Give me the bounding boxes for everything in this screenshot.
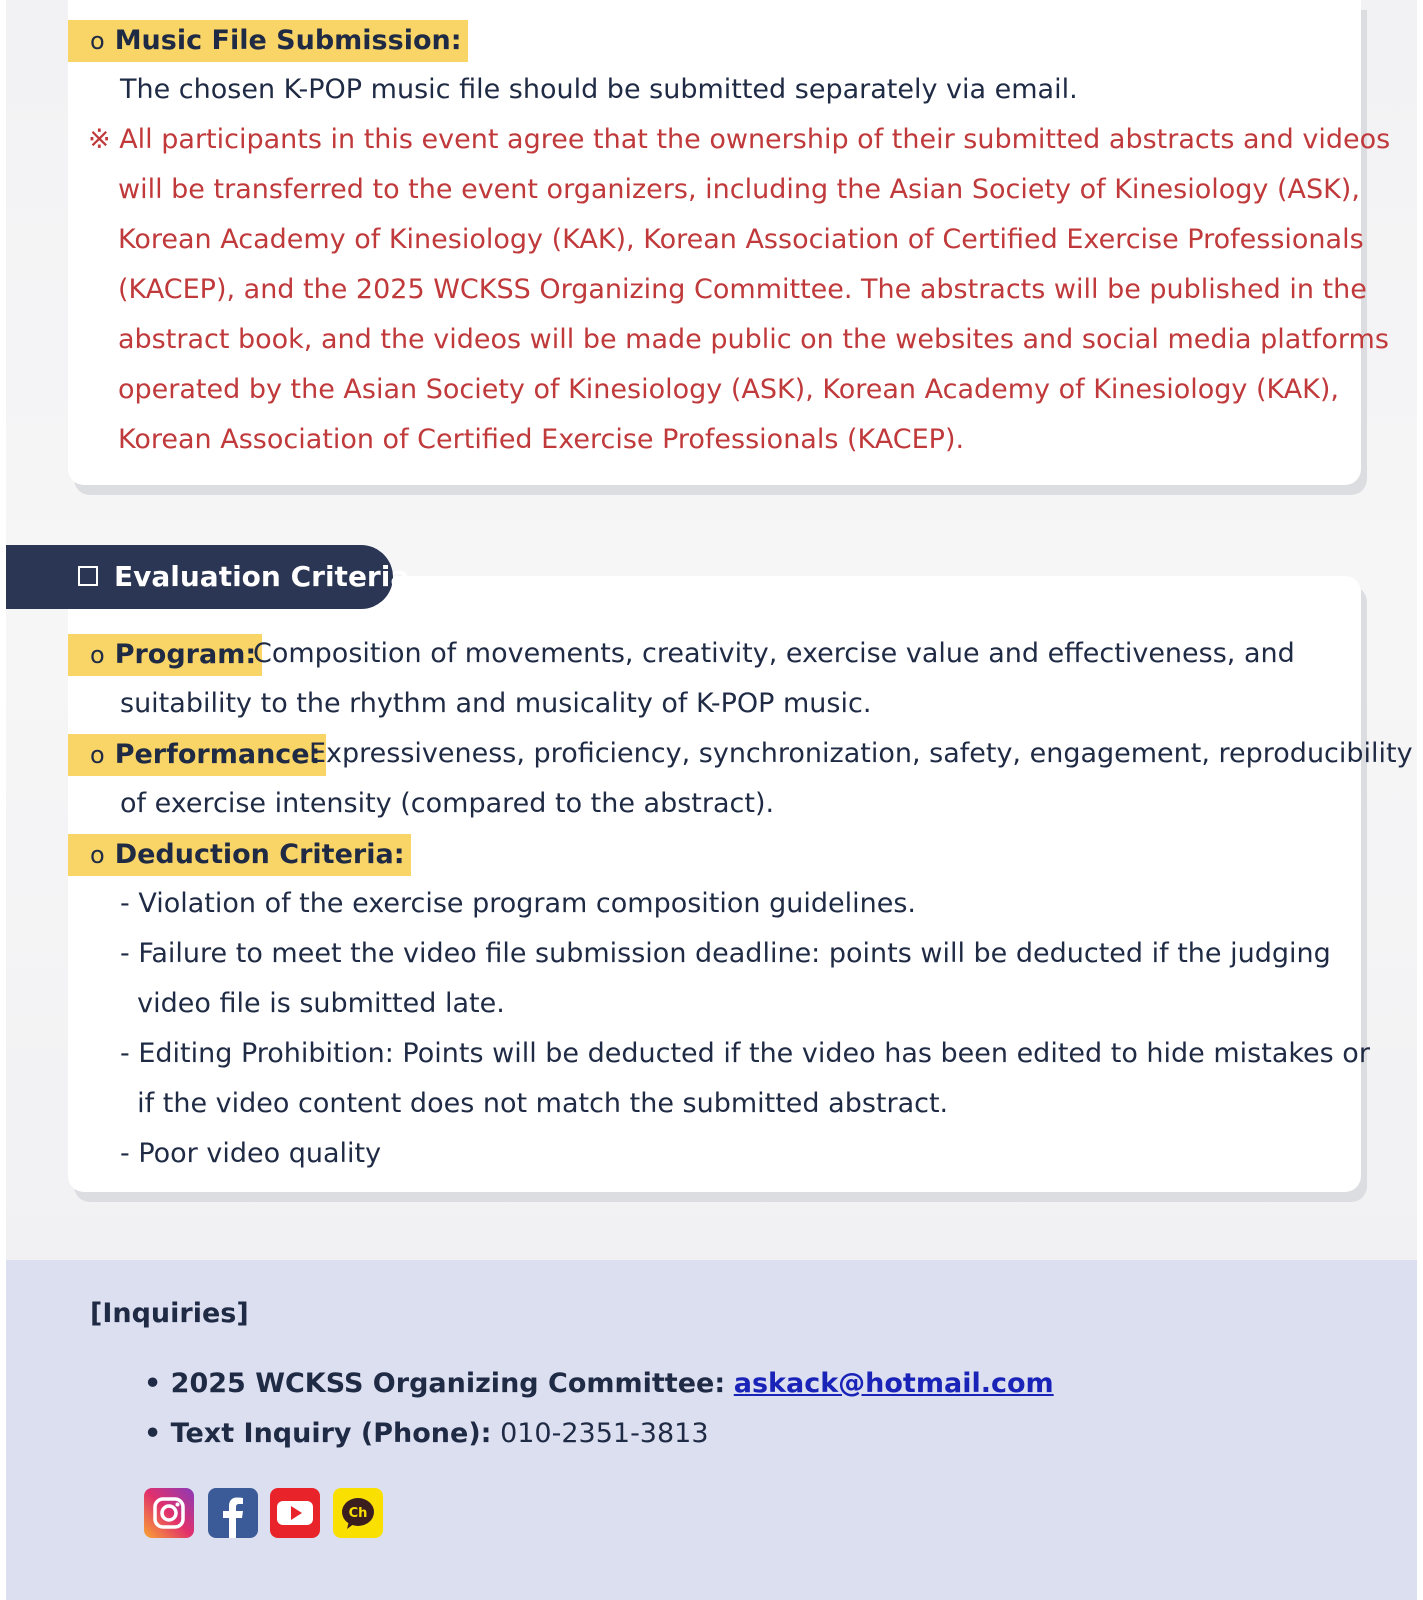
inquiries-title: [Inquiries] [90,1298,249,1329]
performance-label [68,734,326,776]
deduction-item-3-cont: if the video content does not match the submitted abstract. [120,1088,949,1119]
section-title: Evaluation Criteria [114,560,410,593]
committee-label: • 2025 WCKSS Organizing Committee: [144,1368,726,1399]
performance-text-1: Expressiveness, proficiency, synchronization, safety, engagement, reproducibility [309,738,1413,769]
notice-line-5: abstract book, and the videos will be made public on the websites and social media platforms [118,324,1389,355]
bullet-marker: o [90,27,105,55]
instagram-icon[interactable] [144,1488,194,1538]
phone-row [144,1418,709,1449]
bullet-marker: o [90,741,105,769]
deduction-item-2-cont: video file is submitted late. [120,988,505,1019]
performance-text-2: of exercise intensity (compared to the abstract). [120,788,775,819]
kakao-channel-icon[interactable] [333,1488,383,1538]
music-file-submission-label [68,20,468,62]
phone-label: • Text Inquiry (Phone): [144,1418,492,1449]
deduction-item-3: - Editing Prohibition: Points will be deducted if the video has been edited to hide mistakes or [120,1038,1370,1069]
checkbox-icon [78,566,98,586]
music-submission-text: The chosen K-POP music file should be submitted separately via email. [120,74,1078,105]
phone-value: 010-2351-3813 [500,1418,709,1449]
notice-line-2: will be transferred to the event organizers, including the Asian Society of Kinesiology (ASK), [118,174,1360,205]
program-label [68,634,262,676]
notice-line-1: ※ All participants in this event agree that the ownership of their submitted abstracts and videos [88,124,1391,155]
notice-line-4: (KACEP), and the 2025 WCKSS Organizing Committee. The abstracts will be published in the [118,274,1367,305]
notice-line-7: Korean Association of Certified Exercise Professionals (KACEP). [118,424,965,455]
performance-label-text: Performance: [114,739,321,770]
svg-text:Ch: Ch [348,1506,368,1521]
program-label-text: Program: [114,639,257,670]
committee-email-link[interactable]: askack@hotmail.com [733,1368,1054,1399]
music-label-text: Music File Submission: [114,25,462,56]
deduction-item-4: - Poor video quality [120,1138,382,1169]
program-text-2: suitability to the rhythm and musicality of K-POP music. [120,688,872,719]
deduction-label-text: Deduction Criteria: [114,839,405,870]
committee-row [144,1368,1054,1399]
inquiries-footer [6,1260,1417,1600]
deduction-item-2: - Failure to meet the video file submission deadline: points will be deducted if the judging [120,938,1331,969]
bullet-marker: o [90,841,105,869]
evaluation-criteria-tab [6,545,410,609]
deduction-criteria-label [68,834,411,876]
bullet-marker: o [90,641,105,669]
facebook-icon[interactable] [208,1488,258,1538]
notice-line-6: operated by the Asian Society of Kinesiology (ASK), Korean Academy of Kinesiology (KAK), [118,374,1339,405]
youtube-icon[interactable] [270,1488,320,1538]
program-text-1: Composition of movements, creativity, exercise value and effectiveness, and [253,638,1295,669]
deduction-item-1: - Violation of the exercise program composition guidelines. [120,888,916,919]
notice-line-3: Korean Academy of Kinesiology (KAK), Korean Association of Certified Exercise Professionals [118,224,1364,255]
